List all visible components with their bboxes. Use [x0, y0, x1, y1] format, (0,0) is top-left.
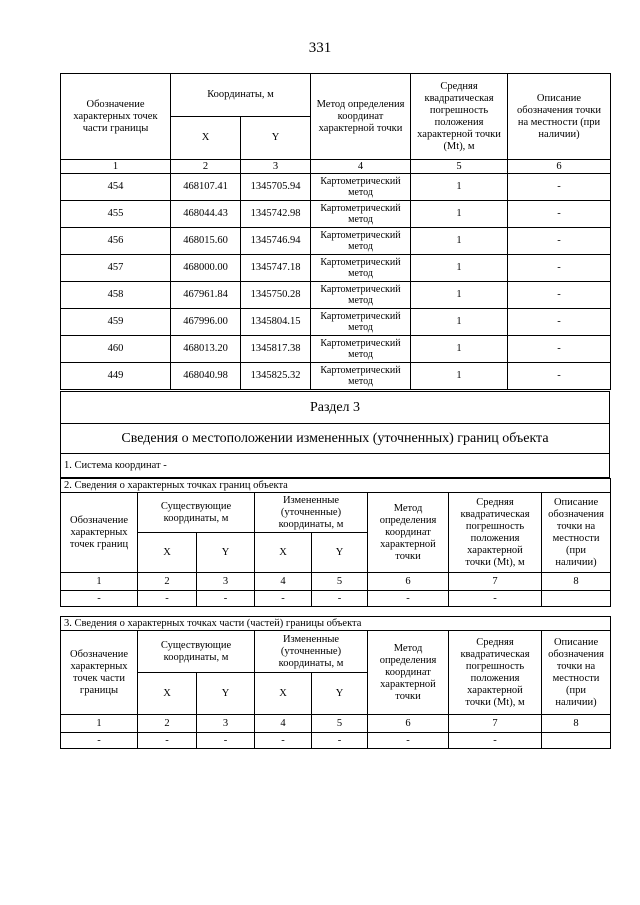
table-cell: -: [449, 733, 542, 749]
table-cell: Картометрический метод: [311, 309, 411, 336]
table-row: [61, 282, 611, 309]
table-cell: -: [508, 282, 611, 309]
column-number: 3: [241, 160, 311, 174]
part3-title: 3. Сведения о характерных точках части (частей) границы объекта: [61, 617, 611, 631]
table-cell: 468044.43: [171, 201, 241, 228]
table-cell: Картометрический метод: [311, 228, 411, 255]
header-method: Метод определения координат характерной точки: [368, 631, 449, 715]
header-error: Средняя квадратическая погрешность положения характерной точки (Mt), м: [411, 74, 508, 160]
column-number: 2: [171, 160, 241, 174]
table-cell: 449: [61, 363, 171, 390]
table-cell: 1345804.15: [241, 309, 311, 336]
column-number: 5: [312, 573, 368, 591]
table-cell: -: [197, 591, 255, 607]
header-description: Описание обозначения точки на местности (при наличии): [508, 74, 611, 160]
table-cell: Картометрический метод: [311, 201, 411, 228]
header-existing-coordinates: Существующие координаты, м: [138, 631, 255, 673]
table-cell: 1345746.94: [241, 228, 311, 255]
table-cell: 468013.20: [171, 336, 241, 363]
column-number: 7: [449, 573, 542, 591]
table-cell: 1: [411, 174, 508, 201]
table-cell: 457: [61, 255, 171, 282]
header-coordinates: Координаты, м: [171, 74, 311, 117]
column-number: 2: [138, 573, 197, 591]
table-row: [61, 228, 611, 255]
header-x: X: [171, 117, 241, 160]
column-number: 1: [61, 573, 138, 591]
header-x: X: [138, 673, 197, 715]
header-error: Средняя квадратическая погрешность положения характерной точки (Mt), м: [449, 631, 542, 715]
part-boundary-points-table: [60, 616, 611, 749]
table-cell: [542, 591, 611, 607]
table-row: [61, 363, 611, 390]
section3-header-table: [60, 391, 610, 478]
header-designation: Обозначение характерных точек части границы: [61, 631, 138, 715]
table-cell: -: [449, 591, 542, 607]
header-description: Описание обозначения точки на местности (при наличии): [542, 631, 611, 715]
header-changed-coordinates: Измененные (уточненные) координаты, м: [255, 631, 368, 673]
column-number: 1: [61, 160, 171, 174]
table-cell: 1: [411, 228, 508, 255]
table-cell: -: [312, 591, 368, 607]
header-method: Метод определения координат характерной точки: [368, 493, 449, 573]
table-cell: 458: [61, 282, 171, 309]
table-cell: -: [312, 733, 368, 749]
table-cell: [542, 733, 611, 749]
column-number: 6: [368, 715, 449, 733]
header-existing-coordinates: Существующие координаты, м: [138, 493, 255, 533]
column-number: 2: [138, 715, 197, 733]
header-designation: Обозначение характерных точек части границы: [61, 74, 171, 160]
table-row: [61, 174, 611, 201]
table-cell: 455: [61, 201, 171, 228]
column-number: 3: [197, 715, 255, 733]
table-cell: 1: [411, 255, 508, 282]
table-cell: Картометрический метод: [311, 174, 411, 201]
column-number: 8: [542, 715, 611, 733]
table-cell: -: [368, 733, 449, 749]
table-cell: -: [61, 591, 138, 607]
table-cell: -: [508, 363, 611, 390]
column-number: 6: [368, 573, 449, 591]
section-title: Раздел 3: [61, 392, 610, 424]
table-cell: 468040.98: [171, 363, 241, 390]
column-number: 4: [255, 573, 312, 591]
table-row: [61, 309, 611, 336]
header-method: Метод определения координат характерной точки: [311, 74, 411, 160]
table-cell: 1: [411, 309, 508, 336]
header-x: X: [138, 533, 197, 573]
column-number: 6: [508, 160, 611, 174]
table-cell: -: [508, 309, 611, 336]
table-row: [61, 201, 611, 228]
table-cell: 1: [411, 363, 508, 390]
table-cell: -: [197, 733, 255, 749]
table-cell: 1345747.18: [241, 255, 311, 282]
table-cell: Картометрический метод: [311, 282, 411, 309]
table-cell: 1: [411, 336, 508, 363]
table-cell: -: [138, 733, 197, 749]
coordinate-system: 1. Система координат -: [61, 454, 610, 478]
header-x: X: [255, 673, 312, 715]
table-row: [61, 255, 611, 282]
table-cell: 459: [61, 309, 171, 336]
table-cell: Картометрический метод: [311, 255, 411, 282]
table-cell: 1345742.98: [241, 201, 311, 228]
table-cell: -: [255, 733, 312, 749]
table-cell: 1: [411, 201, 508, 228]
header-y: Y: [197, 533, 255, 573]
table-cell: 456: [61, 228, 171, 255]
table-row: [61, 336, 611, 363]
changed-boundary-points-table: [60, 478, 611, 607]
column-number: 8: [542, 573, 611, 591]
table-cell: 467961.84: [171, 282, 241, 309]
table-cell: 454: [61, 174, 171, 201]
table-cell: 460: [61, 336, 171, 363]
page-number: 331: [308, 40, 332, 56]
table-cell: Картометрический метод: [311, 336, 411, 363]
column-number: 4: [255, 715, 312, 733]
header-y: Y: [312, 533, 368, 573]
column-number: 5: [312, 715, 368, 733]
column-number: 7: [449, 715, 542, 733]
table-cell: 1345825.32: [241, 363, 311, 390]
column-number: 3: [197, 573, 255, 591]
header-y: Y: [241, 117, 311, 160]
table-cell: -: [508, 174, 611, 201]
table-cell: 1345750.28: [241, 282, 311, 309]
boundary-points-table: [60, 73, 611, 390]
table-cell: -: [61, 733, 138, 749]
header-changed-coordinates: Измененные (уточненные) координаты, м: [255, 493, 368, 533]
table-cell: 1345817.38: [241, 336, 311, 363]
table-cell: 468107.41: [171, 174, 241, 201]
table-cell: 1345705.94: [241, 174, 311, 201]
table-cell: 467996.00: [171, 309, 241, 336]
table-cell: -: [508, 336, 611, 363]
table-cell: 1: [411, 282, 508, 309]
header-error: Средняя квадратическая погрешность положения характерной точки (Mt), м: [449, 493, 542, 573]
header-y: Y: [197, 673, 255, 715]
column-number: 1: [61, 715, 138, 733]
column-number: 5: [411, 160, 508, 174]
table-cell: -: [508, 228, 611, 255]
table-cell: -: [508, 201, 611, 228]
table-cell: Картометрический метод: [311, 363, 411, 390]
table-cell: 468015.60: [171, 228, 241, 255]
table-cell: -: [368, 591, 449, 607]
header-description: Описание обозначения точки на местности (при наличии): [542, 493, 611, 573]
table-cell: -: [508, 255, 611, 282]
header-x: X: [255, 533, 312, 573]
header-y: Y: [312, 673, 368, 715]
table-cell: -: [138, 591, 197, 607]
header-designation: Обозначение характерных точек границ: [61, 493, 138, 573]
part2-title: 2. Сведения о характерных точках границ объекта: [61, 479, 611, 493]
table-cell: -: [255, 591, 312, 607]
column-number: 4: [311, 160, 411, 174]
table-cell: 468000.00: [171, 255, 241, 282]
section-subtitle: Сведения о местоположении измененных (уточненных) границ объекта: [61, 424, 610, 454]
